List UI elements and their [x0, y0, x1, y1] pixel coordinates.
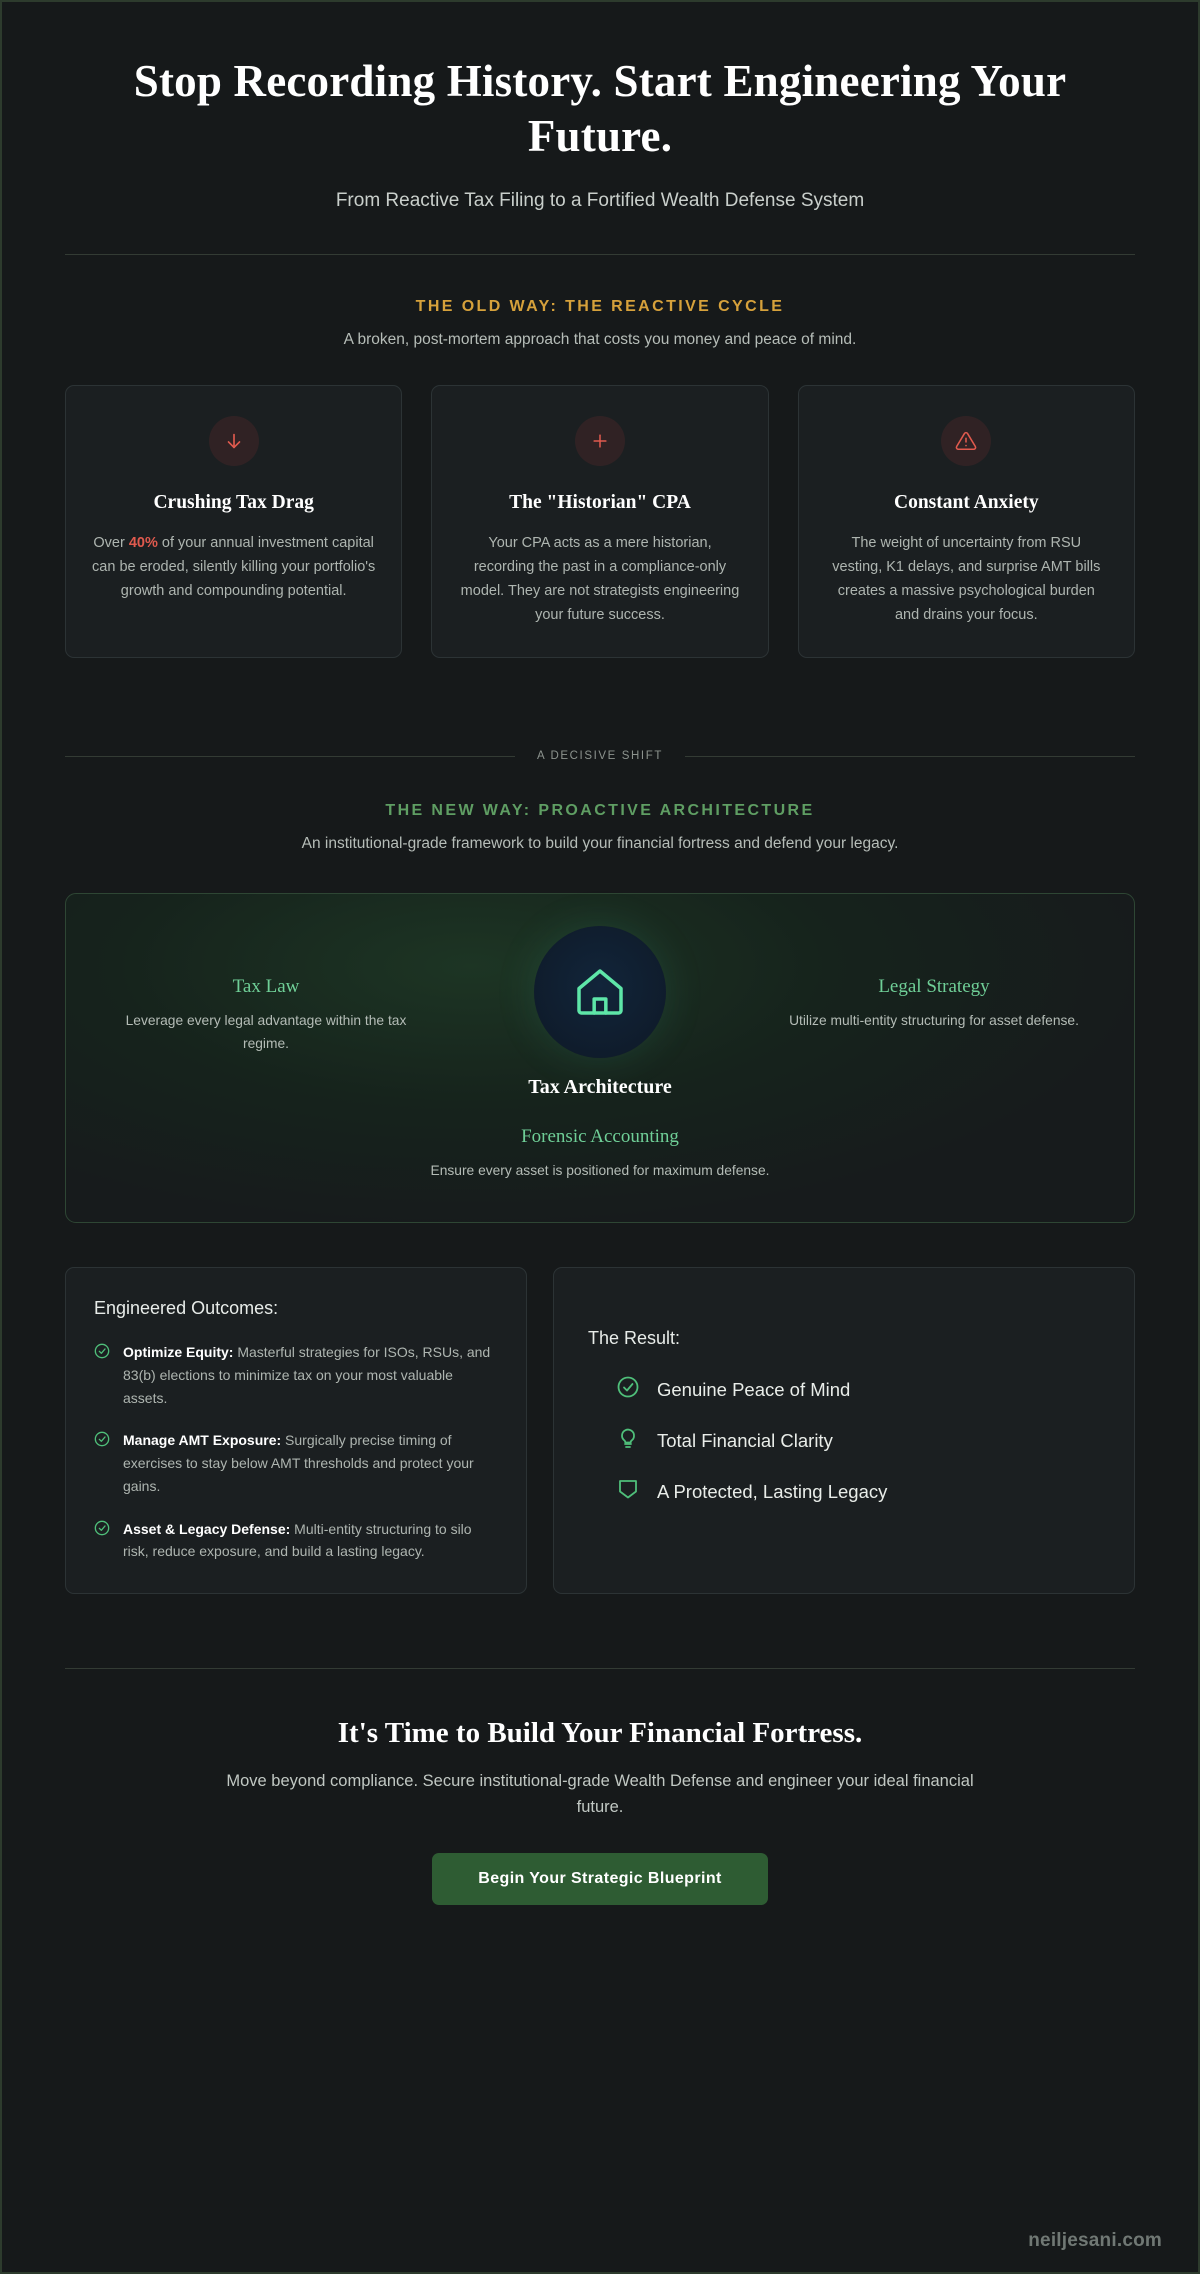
list-item: [94, 1341, 498, 1409]
cta-subtitle: Move beyond compliance. Secure institutional-grade Wealth Defense and engineer your ideal financial future.: [226, 1771, 974, 1817]
pillar-title: Legal Strategy: [878, 976, 990, 998]
architecture-center-title: Tax Architecture: [528, 1076, 672, 1099]
pillar-title: Forensic Accounting: [521, 1126, 679, 1148]
card-body: [92, 532, 375, 604]
card-title: The "Historian" CPA: [509, 491, 691, 513]
list-item-label: Genuine Peace of Mind: [657, 1378, 851, 1400]
cta-button-container: [65, 1853, 1135, 1905]
card-body: Your CPA acts as a mere historian, recording the past in a compliance-only model. They are not strategists engineering your future success.: [460, 534, 740, 623]
result-panel: [553, 1267, 1135, 1593]
cta-title: It's Time to Build Your Financial Fortress.: [337, 1716, 863, 1749]
list-item: [616, 1426, 1106, 1455]
list-item: [94, 1429, 498, 1497]
divider-label: A DECISIVE SHIFT: [537, 750, 663, 763]
list-item-label: Total Financial Clarity: [657, 1429, 833, 1451]
list-item-title: Asset & Legacy Defense:: [123, 1520, 291, 1537]
pillar-tax-law: [121, 976, 411, 1054]
result-heading: The Result:: [588, 1328, 681, 1349]
plus-icon: [575, 416, 625, 466]
card-title: Crushing Tax Drag: [153, 491, 314, 513]
old-way-card-list: [65, 385, 1135, 659]
outcome-panels: [65, 1267, 1135, 1593]
card-historian-cpa: [431, 385, 768, 659]
decisive-shift-divider: [65, 750, 1135, 762]
architecture-panel: [65, 893, 1135, 1223]
new-way-label: THE NEW WAY: PROACTIVE ARCHITECTURE: [385, 802, 815, 820]
list-item-text: [123, 1518, 498, 1563]
new-way-description: An institutional-grade framework to build your financial fortress and defend your legacy.: [301, 835, 899, 853]
card-tax-drag: [65, 385, 402, 659]
list-item: [616, 1477, 1106, 1506]
shield-icon: [616, 1477, 640, 1506]
card-title: Constant Anxiety: [893, 491, 1039, 513]
card-body-post: of your annual investment capital can be eroded, silently killing your portfolio's growth and compounding potential.: [92, 534, 376, 599]
old-way-label: THE OLD WAY: THE REACTIVE CYCLE: [415, 297, 785, 315]
list-item-text: [123, 1429, 498, 1497]
pillar-body: Leverage every legal advantage within the tax regime.: [125, 1013, 407, 1051]
divider-line-right: [685, 756, 1135, 757]
card-body-highlight: 40%: [128, 534, 158, 551]
pillar-title: Tax Law: [232, 976, 300, 998]
list-item-body: Masterful strategies for ISOs, RSUs, and 83(b) elections to minimize tax on your most valuable assets.: [123, 1344, 491, 1406]
list-item-text: [123, 1341, 498, 1409]
divider: [65, 254, 1135, 255]
check-circle-icon: [94, 1520, 110, 1541]
pillar-legal-strategy: [789, 976, 1079, 1032]
check-circle-icon: [616, 1375, 640, 1404]
card-body: The weight of uncertainty from RSU vesting, K1 delays, and surprise AMT bills creates a massive psychological burden and drains your focus.: [832, 534, 1101, 623]
outcomes-heading: Engineered Outcomes:: [94, 1298, 279, 1319]
home-icon: [534, 926, 666, 1058]
brand-watermark: neiljesani.com: [1028, 2230, 1162, 2251]
list-item: [94, 1518, 498, 1563]
pillar-body: Ensure every asset is positioned for maximum defense.: [430, 1163, 770, 1179]
engineered-outcomes-panel: [65, 1267, 527, 1593]
check-circle-icon: [94, 1343, 110, 1364]
alert-triangle-icon: [941, 416, 991, 466]
list-item: [616, 1375, 1106, 1404]
card-body-pre: Over: [93, 534, 129, 551]
check-circle-icon: [94, 1431, 110, 1452]
list-item-body: Multi-entity structuring to silo risk, reduce exposure, and build a lasting legacy.: [123, 1520, 472, 1560]
pillar-forensic-accounting: [370, 1126, 830, 1182]
list-item-title: Optimize Equity:: [123, 1344, 234, 1361]
divider: [65, 1668, 1135, 1669]
page-title: Stop Recording History. Start Engineering Your Future.: [133, 56, 1067, 161]
divider-line-left: [65, 756, 515, 757]
arrow-down-icon: [209, 416, 259, 466]
begin-blueprint-button[interactable]: Begin Your Strategic Blueprint: [432, 1853, 767, 1905]
page-subtitle: From Reactive Tax Filing to a Fortified Wealth Defense System: [335, 189, 865, 211]
card-constant-anxiety: [798, 385, 1135, 659]
list-item-title: Manage AMT Exposure:: [123, 1432, 282, 1449]
pillar-body: Utilize multi-entity structuring for asset defense.: [789, 1013, 1079, 1029]
lightbulb-icon: [616, 1426, 640, 1455]
list-item-body: Surgically precise timing of exercises to stay below AMT thresholds and protect your gains.: [123, 1432, 474, 1494]
old-way-description: A broken, post-mortem approach that costs you money and peace of mind.: [343, 330, 857, 348]
list-item-label: A Protected, Lasting Legacy: [657, 1480, 888, 1502]
